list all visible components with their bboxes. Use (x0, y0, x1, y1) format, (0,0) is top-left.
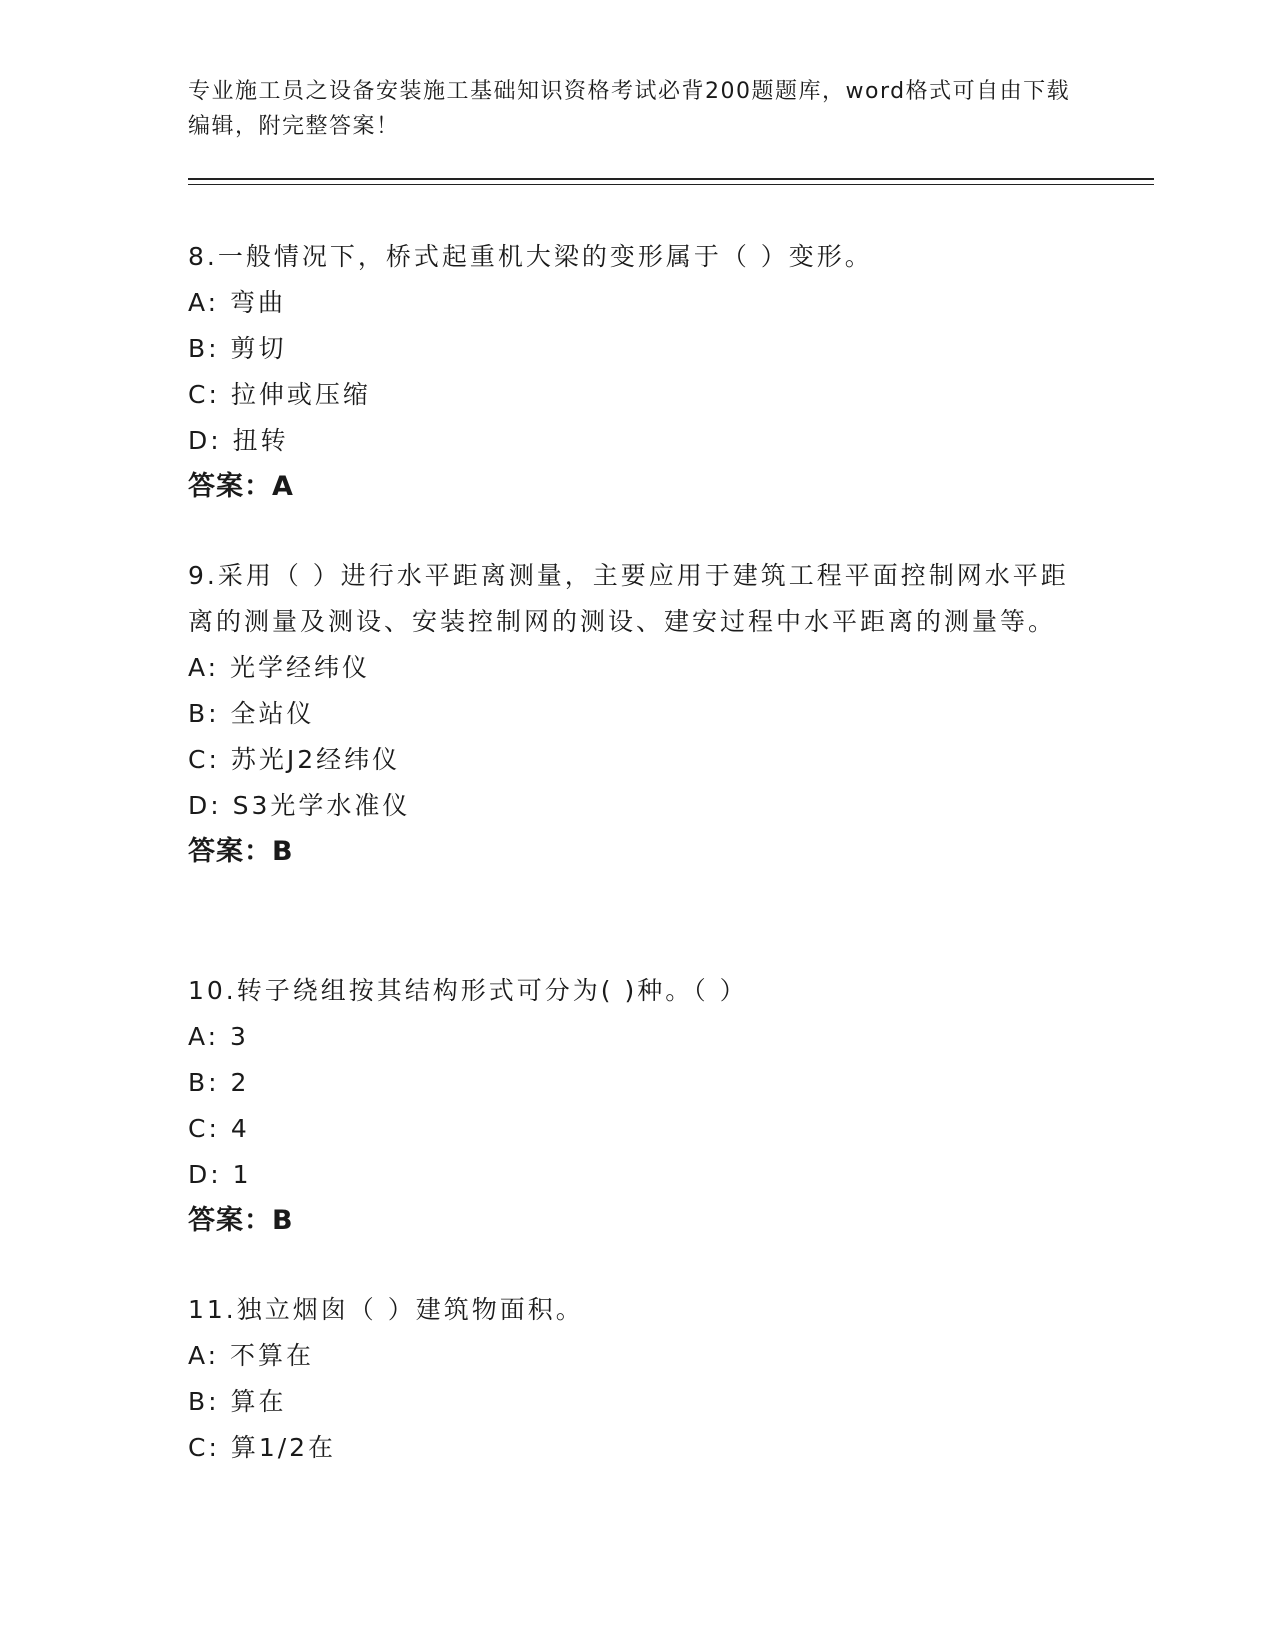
answer-line: 答案：B (188, 836, 294, 867)
option-a: A: 光学经纬仪 (188, 653, 371, 682)
option-b: B: 算在 (188, 1387, 287, 1416)
option-b: B: 全站仪 (188, 699, 315, 728)
option-d: D: 扭转 (188, 426, 289, 455)
option-a: A: 弯曲 (188, 288, 287, 317)
answer-line: 答案：B (188, 1205, 294, 1236)
option-c: C: 苏光J2经纬仪 (188, 745, 401, 774)
option-c: C: 4 (188, 1114, 250, 1143)
question-stem: 10.转子绕组按其结构形式可分为( )种。（ ） (188, 976, 748, 1005)
question-stem: 8.一般情况下，桥式起重机大梁的变形属于（ ）变形。 (188, 242, 873, 271)
question-8 (188, 234, 1088, 510)
question-stem: 9.采用（ ）进行水平距离测量，主要应用于建筑工程平面控制网水平距离的测量及测设、安装控制网的测设、建安过程中水平距离的测量等。 (188, 561, 1069, 636)
option-c: C: 算1/2在 (188, 1433, 337, 1462)
option-b: B: 剪切 (188, 334, 287, 363)
header-divider (188, 178, 1154, 185)
option-a: A: 3 (188, 1022, 249, 1051)
option-d: D: S3光学水准仪 (188, 791, 411, 820)
answer-line: 答案：A (188, 471, 294, 502)
option-d: D: 1 (188, 1160, 252, 1189)
document-header: 专业施工员之设备安装施工基础知识资格考试必背200题题库，word格式可自由下载编辑，附完整答案！ (188, 79, 1071, 139)
question-stem: 11.独立烟囱（ ）建筑物面积。 (188, 1295, 584, 1324)
option-b: B: 2 (188, 1068, 250, 1097)
question-11 (188, 1287, 1088, 1471)
option-c: C: 拉伸或压缩 (188, 380, 371, 409)
option-a: A: 不算在 (188, 1341, 315, 1370)
question-9 (188, 553, 1088, 875)
question-10 (188, 968, 1088, 1244)
